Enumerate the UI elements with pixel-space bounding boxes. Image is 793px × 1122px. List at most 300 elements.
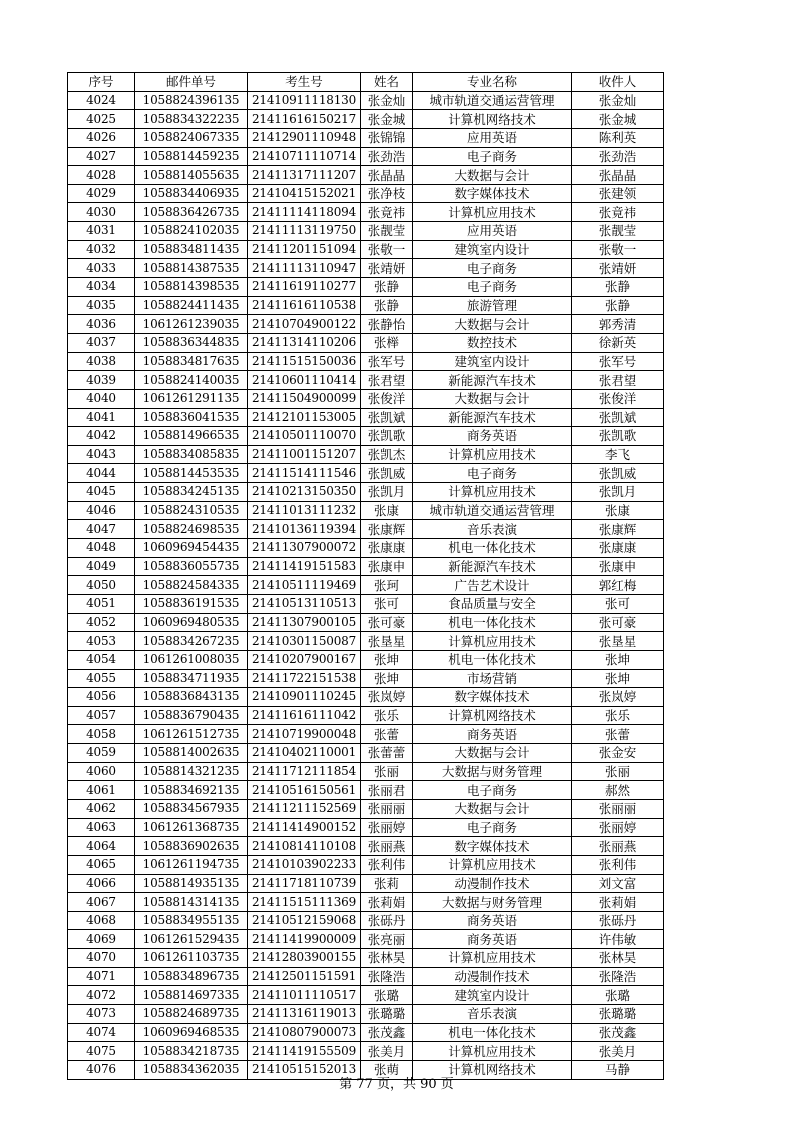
exam-number: 21410301150087 [248, 632, 361, 651]
student-name: 张敬一 [361, 240, 413, 259]
tracking-number: 1058834362035 [135, 1060, 248, 1079]
major-name: 大数据与会计 [413, 799, 572, 818]
table-row [68, 799, 664, 818]
major-name: 计算机网络技术 [413, 706, 572, 725]
exam-number: 21411314110206 [248, 333, 361, 352]
tracking-number: 1058836344835 [135, 333, 248, 352]
row-index: 4038 [68, 352, 135, 371]
tracking-number: 1058824140035 [135, 371, 248, 390]
student-name: 张可豪 [361, 613, 413, 632]
exam-number: 21410402110001 [248, 744, 361, 763]
row-index: 4029 [68, 184, 135, 203]
table-row [68, 296, 664, 315]
recipient: 张垦星 [572, 632, 664, 651]
recipient: 张敬一 [572, 240, 664, 259]
tracking-number: 1058834406935 [135, 184, 248, 203]
tracking-number: 1058834218735 [135, 1042, 248, 1061]
major-name: 新能源汽车技术 [413, 408, 572, 427]
student-name: 张蕾 [361, 725, 413, 744]
header-row [68, 73, 664, 92]
tracking-number: 1061261008035 [135, 650, 248, 669]
tracking-number: 1058814321235 [135, 762, 248, 781]
row-index: 4037 [68, 333, 135, 352]
tracking-number: 1061261291135 [135, 389, 248, 408]
recipient: 张隆浩 [572, 967, 664, 986]
student-name: 张靖妍 [361, 259, 413, 278]
major-name: 商务英语 [413, 911, 572, 930]
exam-number: 21411307900072 [248, 539, 361, 558]
major-name: 新能源汽车技术 [413, 557, 572, 576]
major-name: 计算机网络技术 [413, 110, 572, 129]
table-row [68, 855, 664, 874]
tracking-number: 1058834322235 [135, 110, 248, 129]
row-index: 4025 [68, 110, 135, 129]
row-index: 4073 [68, 1005, 135, 1024]
tracking-number: 1058836902635 [135, 837, 248, 856]
shipment-table [67, 72, 664, 1080]
table-row [68, 986, 664, 1005]
student-name: 张岚婷 [361, 688, 413, 707]
student-name: 张榉 [361, 333, 413, 352]
exam-number: 21412901110948 [248, 128, 361, 147]
exam-number: 21410601110414 [248, 371, 361, 390]
major-name: 计算机应用技术 [413, 632, 572, 651]
student-name: 张茂鑫 [361, 1023, 413, 1042]
major-name: 大数据与财务管理 [413, 893, 572, 912]
recipient: 郭秀清 [572, 315, 664, 334]
exam-number: 21411316119013 [248, 1005, 361, 1024]
row-index: 4024 [68, 91, 135, 110]
exam-number: 21411317111207 [248, 166, 361, 185]
exam-number: 21411114118094 [248, 203, 361, 222]
tracking-number: 1060969468535 [135, 1023, 248, 1042]
table-row [68, 259, 664, 278]
table-row [68, 949, 664, 968]
recipient: 张利伟 [572, 855, 664, 874]
row-index: 4061 [68, 781, 135, 800]
recipient: 张靖妍 [572, 259, 664, 278]
major-name: 旅游管理 [413, 296, 572, 315]
table-row [68, 427, 664, 446]
recipient: 陈利英 [572, 128, 664, 147]
row-index: 4051 [68, 594, 135, 613]
tracking-number: 1058836041535 [135, 408, 248, 427]
tracking-number: 1058814966535 [135, 427, 248, 446]
table-row [68, 222, 664, 241]
recipient: 张劲浩 [572, 147, 664, 166]
major-name: 电子商务 [413, 278, 572, 297]
row-index: 4049 [68, 557, 135, 576]
table-row [68, 445, 664, 464]
tracking-number: 1058814935135 [135, 874, 248, 893]
major-name: 机电一体化技术 [413, 650, 572, 669]
row-index: 4028 [68, 166, 135, 185]
student-name: 张静 [361, 278, 413, 297]
recipient: 张静 [572, 296, 664, 315]
student-name: 张乐 [361, 706, 413, 725]
student-name: 张凯歌 [361, 427, 413, 446]
row-index: 4050 [68, 576, 135, 595]
table-row [68, 893, 664, 912]
student-name: 张林昊 [361, 949, 413, 968]
tracking-number: 1060969454435 [135, 539, 248, 558]
recipient: 张建领 [572, 184, 664, 203]
recipient: 张晶晶 [572, 166, 664, 185]
row-index: 4069 [68, 930, 135, 949]
exam-number: 21411514111546 [248, 464, 361, 483]
table-row [68, 1023, 664, 1042]
table-row [68, 557, 664, 576]
exam-number: 21410501110070 [248, 427, 361, 446]
major-name: 大数据与会计 [413, 166, 572, 185]
row-index: 4053 [68, 632, 135, 651]
exam-number: 21411419155509 [248, 1042, 361, 1061]
table-row [68, 706, 664, 725]
recipient: 张凯斌 [572, 408, 664, 427]
row-index: 4039 [68, 371, 135, 390]
row-index: 4033 [68, 259, 135, 278]
exam-number: 21411515150036 [248, 352, 361, 371]
exam-number: 21411113110947 [248, 259, 361, 278]
major-name: 音乐表演 [413, 1005, 572, 1024]
recipient: 张靓莹 [572, 222, 664, 241]
student-name: 张珂 [361, 576, 413, 595]
tracking-number: 1058824310535 [135, 501, 248, 520]
major-name: 城市轨道交通运营管理 [413, 91, 572, 110]
recipient: 张莉娟 [572, 893, 664, 912]
recipient: 李飞 [572, 445, 664, 464]
student-name: 张美月 [361, 1042, 413, 1061]
student-name: 张璐 [361, 986, 413, 1005]
tracking-number: 1058824689735 [135, 1005, 248, 1024]
exam-number: 21410911118130 [248, 91, 361, 110]
recipient: 张岚婷 [572, 688, 664, 707]
recipient: 张凯歌 [572, 427, 664, 446]
row-index: 4060 [68, 762, 135, 781]
row-index: 4057 [68, 706, 135, 725]
tracking-number: 1058824102035 [135, 222, 248, 241]
student-name: 张莉娟 [361, 893, 413, 912]
recipient: 张金灿 [572, 91, 664, 110]
exam-number: 21412803900155 [248, 949, 361, 968]
table-row [68, 669, 664, 688]
recipient: 张茂鑫 [572, 1023, 664, 1042]
header-exam-number: 考生号 [248, 73, 361, 92]
row-index: 4047 [68, 520, 135, 539]
row-index: 4054 [68, 650, 135, 669]
student-name: 张金灿 [361, 91, 413, 110]
student-name: 张丽 [361, 762, 413, 781]
exam-number: 21411419151583 [248, 557, 361, 576]
row-index: 4072 [68, 986, 135, 1005]
major-name: 动漫制作技术 [413, 967, 572, 986]
tracking-number: 1058814697335 [135, 986, 248, 1005]
row-index: 4074 [68, 1023, 135, 1042]
row-index: 4062 [68, 799, 135, 818]
row-index: 4027 [68, 147, 135, 166]
exam-number: 21411211152569 [248, 799, 361, 818]
tracking-number: 1061261368735 [135, 818, 248, 837]
recipient: 张璐 [572, 986, 664, 1005]
tracking-number: 1058814002635 [135, 744, 248, 763]
major-name: 机电一体化技术 [413, 1023, 572, 1042]
exam-number: 21410213150350 [248, 483, 361, 502]
tracking-number: 1058834245135 [135, 483, 248, 502]
recipient: 张林昊 [572, 949, 664, 968]
recipient: 刘文富 [572, 874, 664, 893]
row-index: 4075 [68, 1042, 135, 1061]
recipient: 张可 [572, 594, 664, 613]
table-row [68, 91, 664, 110]
row-index: 4056 [68, 688, 135, 707]
student-name: 张坤 [361, 669, 413, 688]
table-row [68, 837, 664, 856]
major-name: 电子商务 [413, 781, 572, 800]
row-index: 4067 [68, 893, 135, 912]
major-name: 商务英语 [413, 427, 572, 446]
tracking-number: 1058834955135 [135, 911, 248, 930]
table-row [68, 278, 664, 297]
student-name: 张萌 [361, 1060, 413, 1079]
header-recipient: 收件人 [572, 73, 664, 92]
exam-number: 21410415152021 [248, 184, 361, 203]
table-row [68, 818, 664, 837]
table-row [68, 166, 664, 185]
recipient: 张丽燕 [572, 837, 664, 856]
table-row [68, 352, 664, 371]
student-name: 张凯杰 [361, 445, 413, 464]
exam-number: 21411307900105 [248, 613, 361, 632]
table-row [68, 762, 664, 781]
row-index: 4042 [68, 427, 135, 446]
header-index: 序号 [68, 73, 135, 92]
recipient: 张丽丽 [572, 799, 664, 818]
student-name: 张蕾蕾 [361, 744, 413, 763]
recipient: 张丽 [572, 762, 664, 781]
row-index: 4059 [68, 744, 135, 763]
header-major: 专业名称 [413, 73, 572, 92]
major-name: 食品质量与安全 [413, 594, 572, 613]
major-name: 电子商务 [413, 818, 572, 837]
table-row [68, 203, 664, 222]
major-name: 应用英语 [413, 222, 572, 241]
student-name: 张军号 [361, 352, 413, 371]
row-index: 4068 [68, 911, 135, 930]
recipient: 张竟祎 [572, 203, 664, 222]
major-name: 计算机应用技术 [413, 855, 572, 874]
exam-number: 21411515111369 [248, 893, 361, 912]
exam-number: 21410103902233 [248, 855, 361, 874]
row-index: 4035 [68, 296, 135, 315]
exam-number: 21410807900073 [248, 1023, 361, 1042]
row-index: 4052 [68, 613, 135, 632]
exam-number: 21411201151094 [248, 240, 361, 259]
recipient: 张静 [572, 278, 664, 297]
tracking-number: 1058814055635 [135, 166, 248, 185]
header-tracking-number: 邮件单号 [135, 73, 248, 92]
student-name: 张莉 [361, 874, 413, 893]
table-row [68, 781, 664, 800]
table-row [68, 1042, 664, 1061]
tracking-number: 1058814398535 [135, 278, 248, 297]
tracking-number: 1058814453535 [135, 464, 248, 483]
student-name: 张丽燕 [361, 837, 413, 856]
tracking-number: 1058814459235 [135, 147, 248, 166]
tracking-number: 1058836843135 [135, 688, 248, 707]
table-row [68, 613, 664, 632]
major-name: 建筑室内设计 [413, 240, 572, 259]
table-row [68, 147, 664, 166]
table-row [68, 389, 664, 408]
exam-number: 21411718110739 [248, 874, 361, 893]
major-name: 机电一体化技术 [413, 539, 572, 558]
student-name: 张俊洋 [361, 389, 413, 408]
tracking-number: 1058824067335 [135, 128, 248, 147]
table-row [68, 408, 664, 427]
recipient: 张俊洋 [572, 389, 664, 408]
student-name: 张康康 [361, 539, 413, 558]
table-row [68, 315, 664, 334]
student-name: 张利伟 [361, 855, 413, 874]
student-name: 张亮丽 [361, 930, 413, 949]
student-name: 张锦锦 [361, 128, 413, 147]
recipient: 张康康 [572, 539, 664, 558]
recipient: 张璐璐 [572, 1005, 664, 1024]
tracking-number: 1058834896735 [135, 967, 248, 986]
row-index: 4063 [68, 818, 135, 837]
major-name: 应用英语 [413, 128, 572, 147]
tracking-number: 1058834692135 [135, 781, 248, 800]
row-index: 4026 [68, 128, 135, 147]
recipient: 张金城 [572, 110, 664, 129]
exam-number: 21411419900009 [248, 930, 361, 949]
exam-number: 21411113119750 [248, 222, 361, 241]
exam-number: 21411414900152 [248, 818, 361, 837]
major-name: 机电一体化技术 [413, 613, 572, 632]
student-name: 张静 [361, 296, 413, 315]
table-row [68, 539, 664, 558]
exam-number: 21411616111042 [248, 706, 361, 725]
recipient: 张坤 [572, 669, 664, 688]
table-row [68, 967, 664, 986]
major-name: 数字媒体技术 [413, 837, 572, 856]
recipient: 张金安 [572, 744, 664, 763]
table-row [68, 110, 664, 129]
table-row [68, 594, 664, 613]
student-name: 张丽君 [361, 781, 413, 800]
exam-number: 21411722151538 [248, 669, 361, 688]
recipient: 张凯威 [572, 464, 664, 483]
student-name: 张金城 [361, 110, 413, 129]
major-name: 建筑室内设计 [413, 986, 572, 1005]
student-name: 张凯威 [361, 464, 413, 483]
header-name: 姓名 [361, 73, 413, 92]
exam-number: 21411013111232 [248, 501, 361, 520]
row-index: 4055 [68, 669, 135, 688]
tracking-number: 1058824411435 [135, 296, 248, 315]
exam-number: 21411011110517 [248, 986, 361, 1005]
recipient: 张砾丹 [572, 911, 664, 930]
major-name: 大数据与会计 [413, 315, 572, 334]
row-index: 4040 [68, 389, 135, 408]
major-name: 计算机应用技术 [413, 203, 572, 222]
recipient: 张可豪 [572, 613, 664, 632]
table-row [68, 483, 664, 502]
tracking-number: 1058834811435 [135, 240, 248, 259]
tracking-number: 1061261529435 [135, 930, 248, 949]
exam-number: 21411712111854 [248, 762, 361, 781]
recipient: 郭红梅 [572, 576, 664, 595]
tracking-number: 1060969480535 [135, 613, 248, 632]
table-row [68, 240, 664, 259]
tracking-number: 1058814314135 [135, 893, 248, 912]
major-name: 大数据与财务管理 [413, 762, 572, 781]
tracking-number: 1058824396135 [135, 91, 248, 110]
major-name: 商务英语 [413, 725, 572, 744]
row-index: 4043 [68, 445, 135, 464]
major-name: 数字媒体技术 [413, 688, 572, 707]
major-name: 大数据与会计 [413, 744, 572, 763]
major-name: 大数据与会计 [413, 389, 572, 408]
student-name: 张静怡 [361, 315, 413, 334]
exam-number: 21411504900099 [248, 389, 361, 408]
major-name: 数字媒体技术 [413, 184, 572, 203]
table-row [68, 688, 664, 707]
table-row [68, 464, 664, 483]
exam-number: 21410711110714 [248, 147, 361, 166]
student-name: 张砾丹 [361, 911, 413, 930]
student-name: 张可 [361, 594, 413, 613]
student-name: 张劲浩 [361, 147, 413, 166]
table-row [68, 1005, 664, 1024]
tracking-number: 1058836426735 [135, 203, 248, 222]
student-name: 张凯月 [361, 483, 413, 502]
row-index: 4048 [68, 539, 135, 558]
exam-number: 21411616110538 [248, 296, 361, 315]
row-index: 4031 [68, 222, 135, 241]
row-index: 4046 [68, 501, 135, 520]
recipient: 张蕾 [572, 725, 664, 744]
table-row [68, 501, 664, 520]
row-index: 4045 [68, 483, 135, 502]
major-name: 城市轨道交通运营管理 [413, 501, 572, 520]
major-name: 数控技术 [413, 333, 572, 352]
tracking-number: 1061261194735 [135, 855, 248, 874]
table-row [68, 576, 664, 595]
exam-number: 21412501151591 [248, 967, 361, 986]
student-name: 张康 [361, 501, 413, 520]
student-name: 张丽丽 [361, 799, 413, 818]
major-name: 商务英语 [413, 930, 572, 949]
recipient: 张凯月 [572, 483, 664, 502]
major-name: 电子商务 [413, 464, 572, 483]
recipient: 张康辉 [572, 520, 664, 539]
student-name: 张竟祎 [361, 203, 413, 222]
tracking-number: 1058834567935 [135, 799, 248, 818]
row-index: 4065 [68, 855, 135, 874]
major-name: 计算机网络技术 [413, 1060, 572, 1079]
exam-number: 21410719900048 [248, 725, 361, 744]
recipient: 张丽婷 [572, 818, 664, 837]
row-index: 4076 [68, 1060, 135, 1079]
exam-number: 21412101153005 [248, 408, 361, 427]
exam-number: 21410512159068 [248, 911, 361, 930]
major-name: 计算机应用技术 [413, 483, 572, 502]
tracking-number: 1058814387535 [135, 259, 248, 278]
exam-number: 21410516150561 [248, 781, 361, 800]
student-name: 张坤 [361, 650, 413, 669]
recipient: 张康 [572, 501, 664, 520]
